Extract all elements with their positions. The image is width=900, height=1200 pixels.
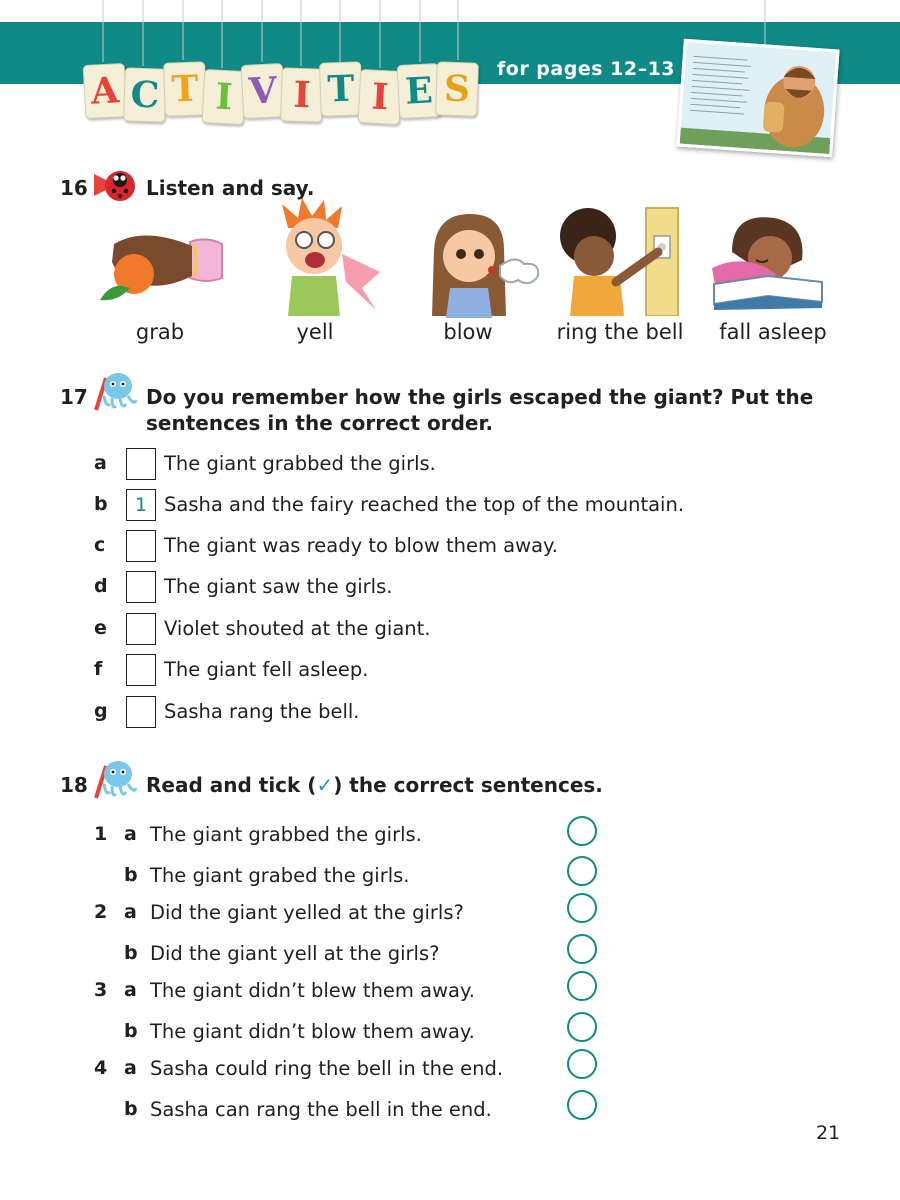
title-letter-tile xyxy=(83,63,128,119)
item-letter: f xyxy=(94,658,103,680)
exercise-18-instruction xyxy=(146,773,603,797)
title-letter: I xyxy=(214,75,234,119)
tick-sentence: The giant grabbed the girls. xyxy=(150,823,422,846)
tick-circle[interactable] xyxy=(567,1012,597,1042)
octopus-pencil-icon xyxy=(90,758,140,800)
grab-illustration xyxy=(94,222,224,312)
item-letter: a xyxy=(124,901,137,923)
ordering-sentence: Sasha rang the bell. xyxy=(164,700,360,723)
exercise-17-instruction-line1: Do you remember how the girls escaped the giant? Put the xyxy=(146,385,814,409)
page-number: 21 xyxy=(816,1122,841,1144)
order-answer-value: 1 xyxy=(134,494,148,516)
word-grab: grab xyxy=(135,320,185,344)
title-letter-tile xyxy=(123,67,167,122)
title-letter-tile xyxy=(241,63,286,119)
item-letter: b xyxy=(124,1098,138,1120)
title-letter: I xyxy=(370,75,390,119)
order-answer-value xyxy=(126,696,156,728)
item-number: 2 xyxy=(94,901,108,923)
title-letter-tile xyxy=(358,69,403,125)
item-letter: a xyxy=(124,823,137,845)
item-letter: c xyxy=(94,534,106,556)
tick-sentence: The giant grabed the girls. xyxy=(150,864,410,887)
instruction-text-pre: Read and tick ( xyxy=(146,773,317,797)
exercise-number: 17 xyxy=(60,385,88,409)
title-letter-tile xyxy=(163,61,207,116)
title-letter-tile xyxy=(280,67,324,122)
title-letter: A xyxy=(89,69,121,113)
ordering-sentence: The giant was ready to blow them away. xyxy=(164,534,558,557)
fall-asleep-illustration xyxy=(706,212,830,310)
title-letter-tile xyxy=(202,69,247,125)
item-letter: a xyxy=(124,1057,137,1079)
title-letter: C xyxy=(129,73,161,117)
order-answer-value xyxy=(126,448,156,480)
item-letter: g xyxy=(94,700,108,722)
tick-sentence: Sasha can rang the bell in the end. xyxy=(150,1098,492,1121)
ordering-sentence: Sasha and the fairy reached the top of the mountain. xyxy=(164,493,685,516)
title-letter: S xyxy=(443,67,471,111)
tick-circle[interactable] xyxy=(567,934,597,964)
exercise-16-instruction: Listen and say. xyxy=(146,176,315,200)
order-answer-value xyxy=(126,654,156,686)
tick-sentence: Sasha could ring the bell in the end. xyxy=(150,1057,504,1080)
order-answer-value xyxy=(126,571,156,603)
title-letter-tile xyxy=(435,61,479,116)
for-pages-label: for pages 12–13 xyxy=(497,58,676,80)
word-blow: blow xyxy=(443,320,493,344)
instruction-text-post: ) the correct sentences. xyxy=(333,773,603,797)
activities-title xyxy=(82,58,482,130)
item-letter: a xyxy=(124,979,137,1001)
tick-icon: ✓ xyxy=(316,773,334,797)
item-letter: b xyxy=(124,1020,138,1042)
tick-circle[interactable] xyxy=(567,1049,597,1079)
item-letter: d xyxy=(94,575,108,597)
item-number: 1 xyxy=(94,823,108,845)
item-letter: e xyxy=(94,617,107,639)
order-answer-value xyxy=(126,530,156,562)
exercise-17-instruction-line2: sentences in the correct order. xyxy=(146,411,494,435)
tick-sentence: The giant didn’t blew them away. xyxy=(150,979,475,1002)
item-number: 3 xyxy=(94,979,108,1001)
yell-illustration xyxy=(272,198,382,316)
word-ring-the-bell: ring the bell xyxy=(556,320,684,344)
ordering-sentence: The giant fell asleep. xyxy=(164,658,369,681)
story-page-thumbnail xyxy=(676,39,839,158)
item-letter: b xyxy=(124,942,138,964)
title-letter-tile xyxy=(319,61,363,116)
title-letter: V xyxy=(247,69,279,113)
exercise-number: 18 xyxy=(60,773,88,797)
tick-circle[interactable] xyxy=(567,893,597,923)
ordering-sentence: Violet shouted at the giant. xyxy=(164,617,431,640)
tick-circle[interactable] xyxy=(567,856,597,886)
tick-sentence: Did the giant yelled at the girls? xyxy=(150,901,464,924)
blow-illustration xyxy=(424,210,544,318)
title-letter: I xyxy=(292,73,312,117)
tick-sentence: Did the giant yell at the girls? xyxy=(150,942,440,965)
title-letter: T xyxy=(170,67,200,111)
ring-the-bell-illustration xyxy=(554,206,680,316)
tick-circle[interactable] xyxy=(567,971,597,1001)
octopus-pencil-icon xyxy=(90,370,140,412)
ordering-sentence: The giant grabbed the girls. xyxy=(164,452,436,475)
tick-circle[interactable] xyxy=(567,1090,597,1120)
audio-ladybug-icon xyxy=(90,166,138,204)
item-letter: b xyxy=(94,493,108,515)
word-fall-asleep: fall asleep xyxy=(719,320,827,344)
tick-circle[interactable] xyxy=(567,816,597,846)
exercise-number: 16 xyxy=(60,176,88,200)
order-answer-value xyxy=(126,613,156,645)
title-letter: T xyxy=(326,67,356,111)
item-number: 4 xyxy=(94,1057,108,1079)
title-letter: E xyxy=(404,69,434,113)
item-letter: a xyxy=(94,452,107,474)
word-yell: yell xyxy=(296,320,334,344)
item-letter: b xyxy=(124,864,138,886)
tick-sentence: The giant didn’t blow them away. xyxy=(150,1020,475,1043)
ordering-sentence: The giant saw the girls. xyxy=(164,575,393,598)
